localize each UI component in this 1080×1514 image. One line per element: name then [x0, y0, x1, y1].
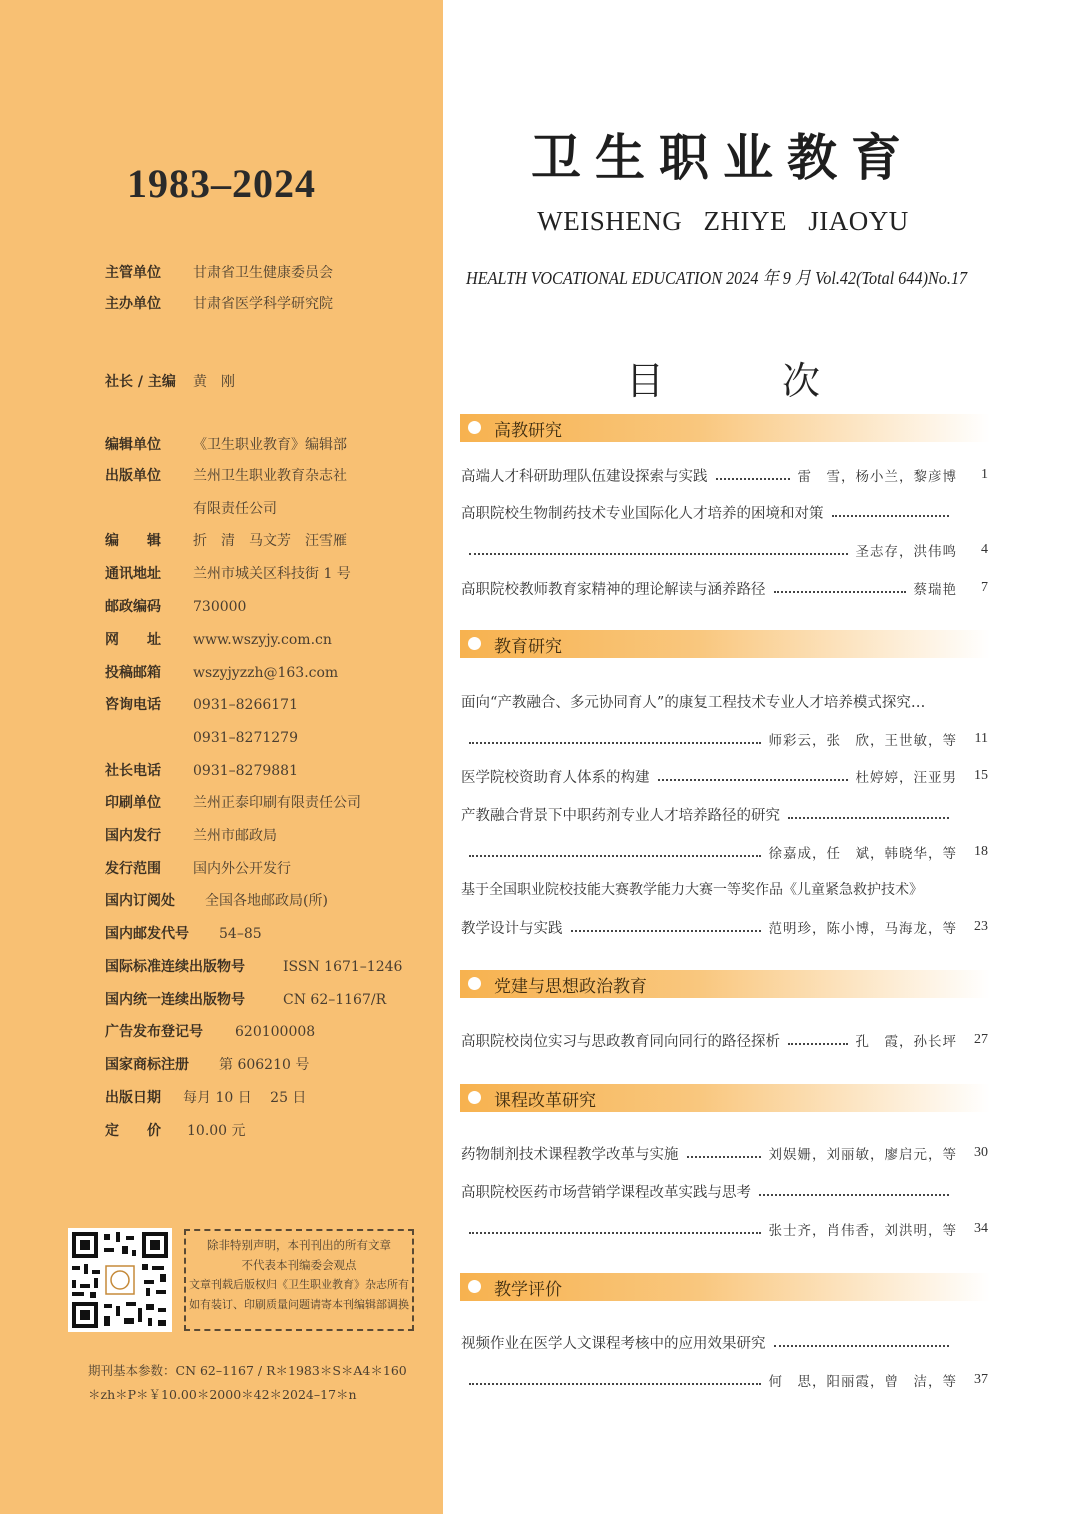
- info-value: 兰州市邮政局: [193, 828, 277, 844]
- info-label: 定 价: [105, 1123, 161, 1139]
- section-title: 教育研究: [494, 637, 562, 657]
- entry-authors: 孔 霞，孙长坪: [855, 1034, 957, 1050]
- bullet-icon: [468, 1280, 481, 1293]
- entry-page: 1: [981, 467, 988, 482]
- entry-authors: 师彩云，张 欣，王世敏，等: [768, 733, 957, 749]
- info-consult-cont: [105, 725, 298, 749]
- section-title: 课程改革研究: [494, 1091, 596, 1111]
- copyright-notice: [184, 1229, 414, 1331]
- bullet-icon: [468, 1091, 481, 1104]
- entry-authors: 刘娱姗，刘丽敏，廖启元，等: [768, 1147, 957, 1163]
- info-price: [105, 1118, 246, 1142]
- toc-entry-cont: [461, 1368, 957, 1392]
- info-supervisor: [105, 260, 333, 284]
- info-subscription: [105, 888, 328, 912]
- entry-page: 34: [974, 1221, 988, 1236]
- info-value: 0931–8271279: [193, 730, 298, 746]
- section-title: 高教研究: [494, 421, 562, 441]
- info-label: 国内发行: [105, 828, 161, 844]
- entry-title: 高端人才科研助理队伍建设探索与实践: [461, 468, 708, 485]
- entry-title: 药物制剂技术课程教学改革与实施: [461, 1146, 679, 1163]
- info-address: [105, 561, 351, 585]
- info-label: 国际标准连续出版物号: [105, 959, 245, 975]
- info-label: 国家商标注册: [105, 1057, 189, 1073]
- info-president-phone: [105, 758, 298, 782]
- entry-title: 高职院校岗位实习与思政教育同向同行的路径探析: [461, 1033, 780, 1050]
- section-title: 党建与思想政治教育: [494, 977, 647, 997]
- info-value: 兰州卫生职业教育杂志社: [193, 468, 347, 484]
- section-title: 教学评价: [494, 1280, 562, 1300]
- entry-page: 7: [981, 580, 988, 595]
- info-domestic-dist: [105, 823, 277, 847]
- entry-page: 30: [974, 1145, 988, 1160]
- info-cn: [105, 987, 386, 1011]
- info-value: 国内外公开发行: [193, 861, 291, 877]
- info-value: 黄 刚: [193, 374, 235, 390]
- toc-entry: [461, 500, 957, 524]
- journal-params-line2: ＊zh＊P＊￥10.00＊2000＊42＊2024–17＊n: [88, 1387, 357, 1402]
- info-value: 有限责任公司: [193, 501, 277, 517]
- info-value: 0931–8279881: [193, 763, 298, 779]
- info-publisher: [105, 463, 347, 487]
- info-issn: [105, 954, 402, 978]
- entry-authors: 杜婷婷，汪亚男: [855, 770, 957, 786]
- entry-authors: 圣志存，洪伟鸣: [855, 544, 957, 560]
- info-value: wszyjyzzh@163.com: [193, 665, 339, 681]
- section-header: [460, 414, 990, 442]
- section-header: [460, 1273, 990, 1301]
- info-label: 国内订阅处: [105, 893, 175, 909]
- toc-entry-cont: [461, 840, 957, 864]
- info-value: 兰州市城关区科技街 1 号: [193, 566, 351, 582]
- journal-params-line1: 期刊基本参数：CN 62–1167 / R＊1983＊S＊A4＊160: [88, 1363, 407, 1378]
- info-value: 兰州正泰印刷有限责任公司: [193, 795, 361, 811]
- info-value: 每月 10 日 25 日: [183, 1090, 307, 1106]
- journal-issue-info: HEALTH VOCATIONAL EDUCATION 2024 年 9 月 Vol.42(Total 644)No.17: [466, 268, 968, 288]
- info-email: [105, 660, 338, 684]
- entry-title: 基于全国职业院校技能大赛教学能力大赛一等奖作品《儿童紧急救护技术》: [461, 882, 923, 898]
- info-pub-date: [105, 1085, 306, 1109]
- toc-entry: [461, 1330, 957, 1354]
- info-value: 《卫生职业教育》编辑部: [193, 437, 347, 453]
- notice-line: 如有装订、印刷质量问题请寄本刊编辑部调换: [189, 1298, 409, 1311]
- bullet-icon: [468, 421, 481, 434]
- info-label: 编辑单位: [105, 437, 161, 453]
- entry-authors: 蔡瑞艳: [913, 582, 957, 598]
- info-label: 社长电话: [105, 763, 161, 779]
- info-label: 通讯地址: [105, 566, 161, 582]
- entry-page: 37: [974, 1372, 988, 1387]
- toc-entry: [461, 877, 957, 901]
- bullet-icon: [468, 637, 481, 650]
- qr-code-icon: [68, 1228, 172, 1332]
- entry-title: 视频作业在医学人文课程考核中的应用效果研究: [461, 1335, 766, 1352]
- toc-entry: [461, 764, 957, 788]
- year-range: 1983–2024: [127, 161, 316, 206]
- toc-entry: [461, 1141, 957, 1165]
- info-value: 0931–8266171: [193, 697, 298, 713]
- left-panel: [0, 0, 443, 1514]
- section-header: [460, 970, 990, 998]
- info-trademark: [105, 1052, 309, 1076]
- info-label: 国内统一连续出版物号: [105, 992, 245, 1008]
- info-ad-license: [105, 1019, 315, 1043]
- entry-title: 高职院校生物制药技术专业国际化人才培养的困境和对策: [461, 505, 824, 522]
- info-president: [105, 369, 235, 393]
- info-value: 第 606210 号: [219, 1057, 310, 1073]
- entry-page: 15: [974, 768, 988, 783]
- info-label: 主管单位: [105, 265, 161, 281]
- info-publisher-cont: [105, 496, 277, 520]
- entry-page: 18: [974, 844, 988, 859]
- entry-title: 产教融合背景下中职药剂专业人才培养路径的研究: [461, 807, 780, 824]
- entry-page: 23: [974, 919, 988, 934]
- info-label: 编 辑: [105, 533, 161, 549]
- section-header: [460, 630, 990, 658]
- info-value: 10.00 元: [187, 1123, 246, 1139]
- notice-line: 不代表本刊编委会观点: [241, 1258, 357, 1272]
- section-header: [460, 1084, 990, 1112]
- info-value: 甘肃省卫生健康委员会: [193, 265, 333, 281]
- toc-entry: [461, 463, 957, 487]
- info-label: 投稿邮箱: [105, 665, 161, 681]
- toc-entry: [461, 1179, 957, 1203]
- journal-title-cn: 卫生职业教育: [531, 128, 915, 187]
- toc-entry: [461, 1028, 957, 1052]
- info-consult: [105, 692, 298, 716]
- entry-page: 11: [974, 731, 988, 746]
- entry-authors: 范明珍，陈小博，马海龙，等: [768, 921, 957, 937]
- entry-title: 高职院校医药市场营销学课程改革实践与思考: [461, 1184, 751, 1201]
- toc-entry: [461, 802, 957, 826]
- info-postcode: [105, 594, 246, 618]
- toc-entry-cont: [461, 538, 957, 562]
- info-label: 广告发布登记号: [105, 1024, 203, 1040]
- notice-line: 文章刊载后版权归《卫生职业教育》杂志所有: [189, 1278, 409, 1291]
- toc-entry: [461, 689, 957, 713]
- info-label: 网 址: [105, 632, 161, 648]
- info-value: 折 清 马文芳 汪雪雁: [193, 533, 347, 549]
- entry-authors: 何 思，阳丽霞，曾 洁，等: [768, 1374, 957, 1390]
- info-website: [105, 627, 332, 651]
- bullet-icon: [468, 977, 481, 990]
- info-label: 社长 / 主编: [105, 374, 176, 390]
- toc-entry-cont: [461, 915, 957, 939]
- entry-page: 4: [981, 542, 988, 557]
- entry-authors: 雷 雪，杨小兰，黎彦博: [797, 469, 957, 485]
- entry-authors: 徐嘉成，任 斌，韩晓华，等: [768, 846, 957, 862]
- toc-heading: 目 次: [625, 359, 860, 403]
- info-label: 咨询电话: [105, 697, 161, 713]
- toc-entry: [461, 576, 957, 600]
- info-value: 620100008: [235, 1024, 316, 1040]
- info-dist-range: [105, 856, 291, 880]
- info-label: 出版单位: [105, 468, 161, 484]
- info-sponsor: [105, 291, 333, 315]
- info-label: 印刷单位: [105, 795, 161, 811]
- entry-title: 高职院校教师教育家精神的理论解读与涵养路径: [461, 581, 766, 598]
- info-value: 甘肃省医学科学研究院: [193, 296, 333, 312]
- toc-entry-cont: [461, 727, 957, 751]
- info-editor-unit: [105, 432, 347, 456]
- entry-page: 27: [974, 1032, 988, 1047]
- info-value: ISSN 1671–1246: [283, 959, 403, 975]
- entry-authors: 张士齐，肖伟香，刘洪明，等: [768, 1223, 957, 1239]
- info-editors: [105, 528, 347, 552]
- entry-title: 面向“产教融合、多元协同育人”的康复工程技术专业人才培养模式探究…: [461, 694, 926, 711]
- info-value: CN 62–1167/R: [283, 992, 387, 1008]
- info-label: 发行范围: [105, 861, 161, 877]
- journal-title-pinyin: WEISHENG ZHIYE JIAOYU: [537, 206, 909, 236]
- notice-line: 除非特别声明，本刊刊出的所有文章: [207, 1238, 391, 1252]
- entry-title: 教学设计与实践: [461, 920, 563, 937]
- info-value: www.wszyjy.com.cn: [193, 632, 332, 648]
- info-postal-code-no: [105, 921, 262, 945]
- entry-title: 医学院校资助育人体系的构建: [461, 769, 650, 786]
- info-label: 主办单位: [105, 296, 161, 312]
- info-label: 国内邮发代号: [105, 926, 189, 942]
- info-label: 出版日期: [105, 1090, 161, 1106]
- info-label: 邮政编码: [105, 599, 161, 615]
- info-value: 54–85: [219, 926, 262, 942]
- info-value: 全国各地邮政局(所): [205, 893, 328, 909]
- info-value: 730000: [193, 599, 247, 615]
- toc-entry-cont: [461, 1217, 957, 1241]
- info-printer: [105, 790, 361, 814]
